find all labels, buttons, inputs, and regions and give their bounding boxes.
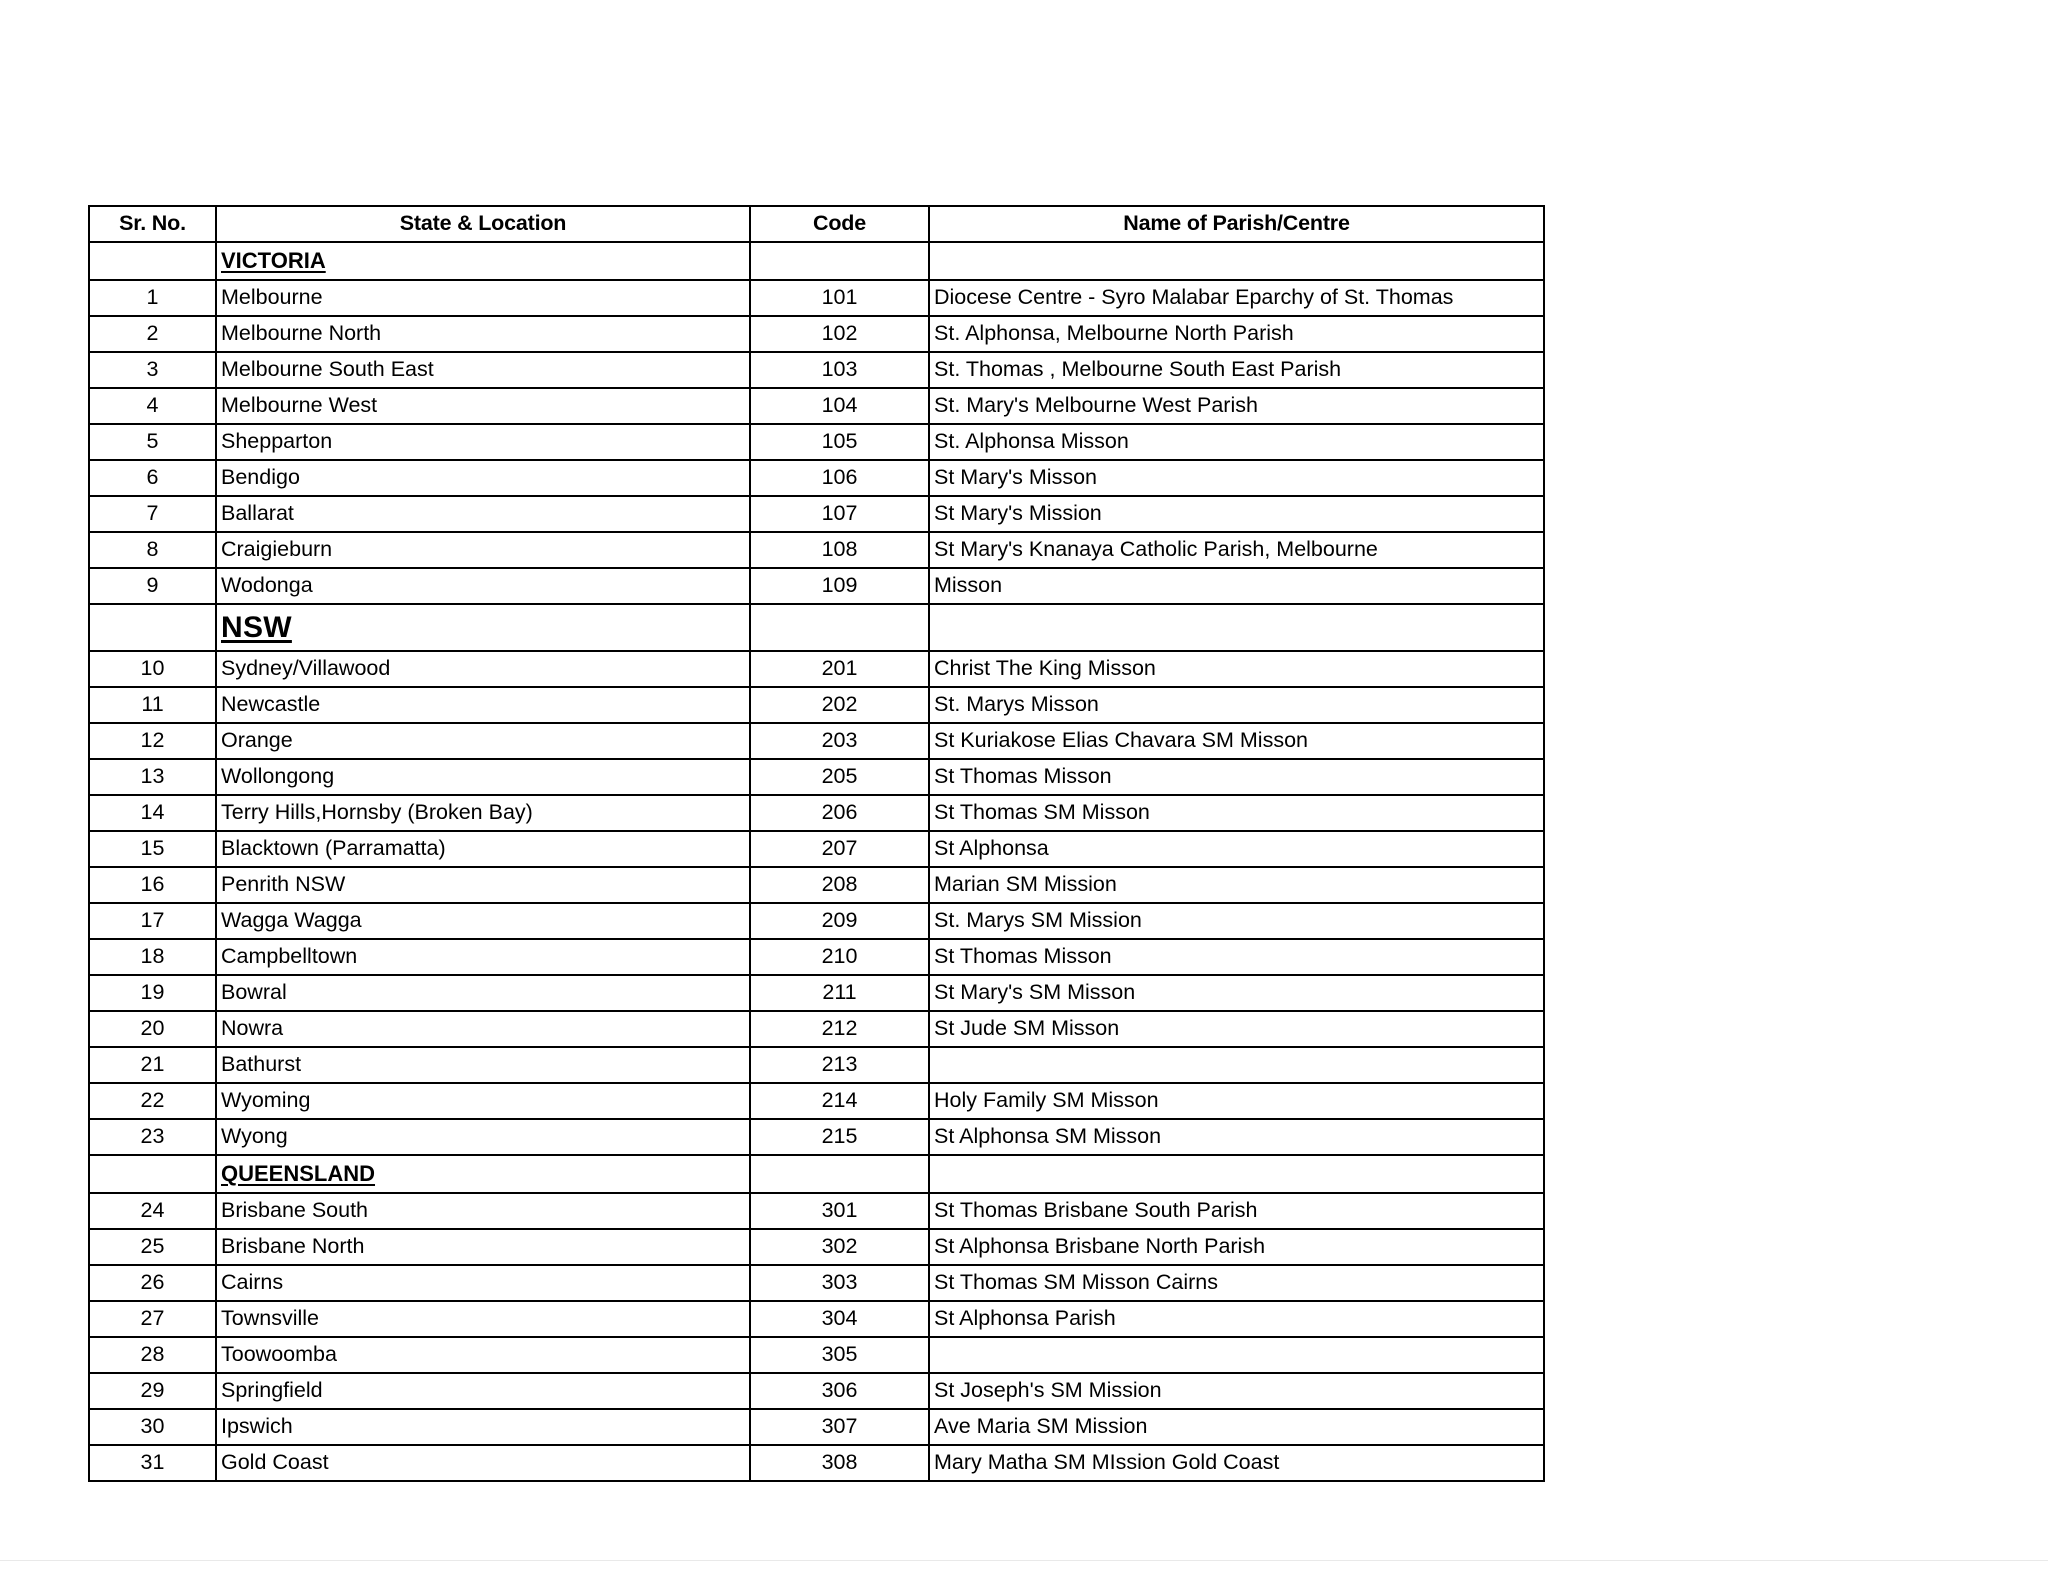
cell-state-location: Melbourne South East <box>216 352 750 388</box>
state-section-label: VICTORIA <box>221 247 326 273</box>
table-row <box>89 352 1544 388</box>
cell-parish-name: Marian SM Mission <box>929 867 1544 903</box>
cell-state-location: Wyoming <box>216 1083 750 1119</box>
cell-state-location: Wagga Wagga <box>216 903 750 939</box>
table-row <box>89 687 1544 723</box>
cell-sr-no: 27 <box>89 1301 216 1337</box>
cell-state-heading <box>216 242 750 280</box>
cell-state-location: Brisbane North <box>216 1229 750 1265</box>
cell-sr-no: 26 <box>89 1265 216 1301</box>
cell-sr-no: 20 <box>89 1011 216 1047</box>
table-row <box>89 1229 1544 1265</box>
column-header-code: Code <box>750 206 929 242</box>
cell-state-location: Gold Coast <box>216 1445 750 1481</box>
table-row <box>89 388 1544 424</box>
cell-parish-name: St Alphonsa Brisbane North Parish <box>929 1229 1544 1265</box>
cell-state-location: Shepparton <box>216 424 750 460</box>
cell-state-location: Melbourne <box>216 280 750 316</box>
cell-code: 214 <box>750 1083 929 1119</box>
cell-parish-name: St Joseph's SM Mission <box>929 1373 1544 1409</box>
table-row <box>89 1193 1544 1229</box>
cell-code: 103 <box>750 352 929 388</box>
cell-sr-no: 10 <box>89 651 216 687</box>
cell-sr-no: 6 <box>89 460 216 496</box>
table-body <box>89 242 1544 1481</box>
cell-state-location: Wollongong <box>216 759 750 795</box>
table-row <box>89 1083 1544 1119</box>
table-row <box>89 1373 1544 1409</box>
cell-parish-name <box>929 1047 1544 1083</box>
cell-state-location: Wyong <box>216 1119 750 1155</box>
cell-sr-no: 29 <box>89 1373 216 1409</box>
cell-sr-no: 1 <box>89 280 216 316</box>
cell-code: 104 <box>750 388 929 424</box>
cell-parish-name: St Mary's Misson <box>929 460 1544 496</box>
cell-code: 205 <box>750 759 929 795</box>
cell-parish-name: Holy Family SM Misson <box>929 1083 1544 1119</box>
cell-parish-name: St. Alphonsa Misson <box>929 424 1544 460</box>
state-section-label: QUEENSLAND <box>221 1160 376 1186</box>
cell-state-location: Cairns <box>216 1265 750 1301</box>
cell-code: 102 <box>750 316 929 352</box>
cell-state-location: Terry Hills,Hornsby (Broken Bay) <box>216 795 750 831</box>
cell-sr-no: 31 <box>89 1445 216 1481</box>
cell-parish-name <box>929 1337 1544 1373</box>
cell-code: 105 <box>750 424 929 460</box>
cell-state-location: Newcastle <box>216 687 750 723</box>
cell-parish-name: Mary Matha SM MIssion Gold Coast <box>929 1445 1544 1481</box>
cell-parish-name: St. Mary's Melbourne West Parish <box>929 388 1544 424</box>
table-row <box>89 1409 1544 1445</box>
cell-sr-no: 8 <box>89 532 216 568</box>
cell-sr-no: 7 <box>89 496 216 532</box>
cell-state-location: Toowoomba <box>216 1337 750 1373</box>
cell-parish-name: St Thomas SM Misson <box>929 795 1544 831</box>
cell-code: 107 <box>750 496 929 532</box>
cell-sr-no <box>89 1155 216 1193</box>
cell-sr-no: 5 <box>89 424 216 460</box>
section-heading-row <box>89 604 1544 651</box>
cell-state-location: Springfield <box>216 1373 750 1409</box>
table-row <box>89 831 1544 867</box>
cell-state-heading <box>216 604 750 651</box>
cell-sr-no: 14 <box>89 795 216 831</box>
cell-sr-no: 12 <box>89 723 216 759</box>
table-row <box>89 723 1544 759</box>
cell-code: 302 <box>750 1229 929 1265</box>
table-row <box>89 1119 1544 1155</box>
cell-code: 213 <box>750 1047 929 1083</box>
cell-code: 207 <box>750 831 929 867</box>
cell-sr-no <box>89 242 216 280</box>
cell-parish-name: St Alphonsa SM Misson <box>929 1119 1544 1155</box>
cell-sr-no: 19 <box>89 975 216 1011</box>
cell-state-location: Townsville <box>216 1301 750 1337</box>
cell-parish-name: St Mary's Mission <box>929 496 1544 532</box>
cell-state-location: Bowral <box>216 975 750 1011</box>
cell-code: 208 <box>750 867 929 903</box>
cell-code: 301 <box>750 1193 929 1229</box>
cell-sr-no: 21 <box>89 1047 216 1083</box>
cell-state-heading <box>216 1155 750 1193</box>
cell-code: 209 <box>750 903 929 939</box>
table-row <box>89 496 1544 532</box>
cell-code: 307 <box>750 1409 929 1445</box>
cell-parish-name: St Thomas Misson <box>929 939 1544 975</box>
cell-sr-no: 3 <box>89 352 216 388</box>
cell-state-location: Campbelltown <box>216 939 750 975</box>
cell-code: 108 <box>750 532 929 568</box>
cell-state-location: Craigieburn <box>216 532 750 568</box>
table-row <box>89 939 1544 975</box>
cell-state-location: Orange <box>216 723 750 759</box>
cell-sr-no: 15 <box>89 831 216 867</box>
table-row <box>89 1011 1544 1047</box>
cell-parish-name: Diocese Centre - Syro Malabar Eparchy of St. Thomas <box>929 280 1544 316</box>
table-row <box>89 280 1544 316</box>
cell-code: 201 <box>750 651 929 687</box>
table-row <box>89 1337 1544 1373</box>
cell-code <box>750 242 929 280</box>
cell-code: 202 <box>750 687 929 723</box>
cell-code <box>750 604 929 651</box>
table-row <box>89 532 1544 568</box>
cell-parish-name: Misson <box>929 568 1544 604</box>
cell-code <box>750 1155 929 1193</box>
cell-code: 305 <box>750 1337 929 1373</box>
state-section-label: NSW <box>221 610 292 644</box>
table-row <box>89 651 1544 687</box>
cell-sr-no: 22 <box>89 1083 216 1119</box>
cell-code: 306 <box>750 1373 929 1409</box>
cell-parish-name: St Alphonsa <box>929 831 1544 867</box>
cell-sr-no: 11 <box>89 687 216 723</box>
cell-code: 303 <box>750 1265 929 1301</box>
cell-code: 304 <box>750 1301 929 1337</box>
table-row <box>89 795 1544 831</box>
cell-state-location: Wodonga <box>216 568 750 604</box>
cell-parish-name: St Kuriakose Elias Chavara SM Misson <box>929 723 1544 759</box>
cell-sr-no: 2 <box>89 316 216 352</box>
table-row <box>89 759 1544 795</box>
scan-artifact-line <box>0 1560 2048 1561</box>
cell-sr-no: 25 <box>89 1229 216 1265</box>
cell-sr-no: 17 <box>89 903 216 939</box>
cell-parish-name <box>929 604 1544 651</box>
cell-parish-name <box>929 242 1544 280</box>
column-header-state-location: State & Location <box>216 206 750 242</box>
cell-sr-no: 9 <box>89 568 216 604</box>
cell-sr-no: 24 <box>89 1193 216 1229</box>
cell-state-location: Blacktown (Parramatta) <box>216 831 750 867</box>
cell-sr-no <box>89 604 216 651</box>
section-heading-row <box>89 242 1544 280</box>
cell-parish-name <box>929 1155 1544 1193</box>
column-header-name-of-parish-centre: Name of Parish/Centre <box>929 206 1544 242</box>
cell-code: 203 <box>750 723 929 759</box>
cell-code: 106 <box>750 460 929 496</box>
cell-state-location: Melbourne West <box>216 388 750 424</box>
cell-code: 109 <box>750 568 929 604</box>
cell-sr-no: 28 <box>89 1337 216 1373</box>
table-row <box>89 568 1544 604</box>
cell-parish-name: St Jude SM Misson <box>929 1011 1544 1047</box>
cell-parish-name: Ave Maria SM Mission <box>929 1409 1544 1445</box>
table-row <box>89 903 1544 939</box>
cell-sr-no: 23 <box>89 1119 216 1155</box>
cell-sr-no: 16 <box>89 867 216 903</box>
table-header-row <box>89 206 1544 242</box>
parish-code-table <box>88 205 1545 1482</box>
cell-parish-name: St. Alphonsa, Melbourne North Parish <box>929 316 1544 352</box>
cell-state-location: Sydney/Villawood <box>216 651 750 687</box>
table-header <box>89 206 1544 242</box>
cell-parish-name: St. Thomas , Melbourne South East Parish <box>929 352 1544 388</box>
cell-state-location: Bendigo <box>216 460 750 496</box>
table-row <box>89 460 1544 496</box>
cell-state-location: Ipswich <box>216 1409 750 1445</box>
cell-state-location: Melbourne North <box>216 316 750 352</box>
table-row <box>89 1301 1544 1337</box>
cell-parish-name: St Mary's Knanaya Catholic Parish, Melbourne <box>929 532 1544 568</box>
cell-parish-name: St Thomas Misson <box>929 759 1544 795</box>
cell-parish-name: St Mary's SM Misson <box>929 975 1544 1011</box>
cell-parish-name: Christ The King Misson <box>929 651 1544 687</box>
cell-parish-name: St Thomas Brisbane South Parish <box>929 1193 1544 1229</box>
cell-state-location: Ballarat <box>216 496 750 532</box>
table-row <box>89 316 1544 352</box>
cell-state-location: Nowra <box>216 1011 750 1047</box>
cell-code: 206 <box>750 795 929 831</box>
section-heading-row <box>89 1155 1544 1193</box>
table-row <box>89 867 1544 903</box>
cell-code: 308 <box>750 1445 929 1481</box>
column-header-sr-no: Sr. No. <box>89 206 216 242</box>
cell-parish-name: St Alphonsa Parish <box>929 1301 1544 1337</box>
cell-parish-name: St. Marys SM Mission <box>929 903 1544 939</box>
table-row <box>89 975 1544 1011</box>
cell-sr-no: 18 <box>89 939 216 975</box>
cell-sr-no: 4 <box>89 388 216 424</box>
cell-sr-no: 30 <box>89 1409 216 1445</box>
cell-code: 210 <box>750 939 929 975</box>
table-row <box>89 1445 1544 1481</box>
table-row <box>89 1047 1544 1083</box>
cell-parish-name: St. Marys Misson <box>929 687 1544 723</box>
table-row <box>89 1265 1544 1301</box>
cell-state-location: Penrith NSW <box>216 867 750 903</box>
cell-code: 211 <box>750 975 929 1011</box>
cell-state-location: Bathurst <box>216 1047 750 1083</box>
cell-parish-name: St Thomas SM Misson Cairns <box>929 1265 1544 1301</box>
table-row <box>89 424 1544 460</box>
cell-code: 212 <box>750 1011 929 1047</box>
cell-code: 101 <box>750 280 929 316</box>
cell-state-location: Brisbane South <box>216 1193 750 1229</box>
parish-code-table-container <box>88 205 1543 1482</box>
cell-code: 215 <box>750 1119 929 1155</box>
cell-sr-no: 13 <box>89 759 216 795</box>
